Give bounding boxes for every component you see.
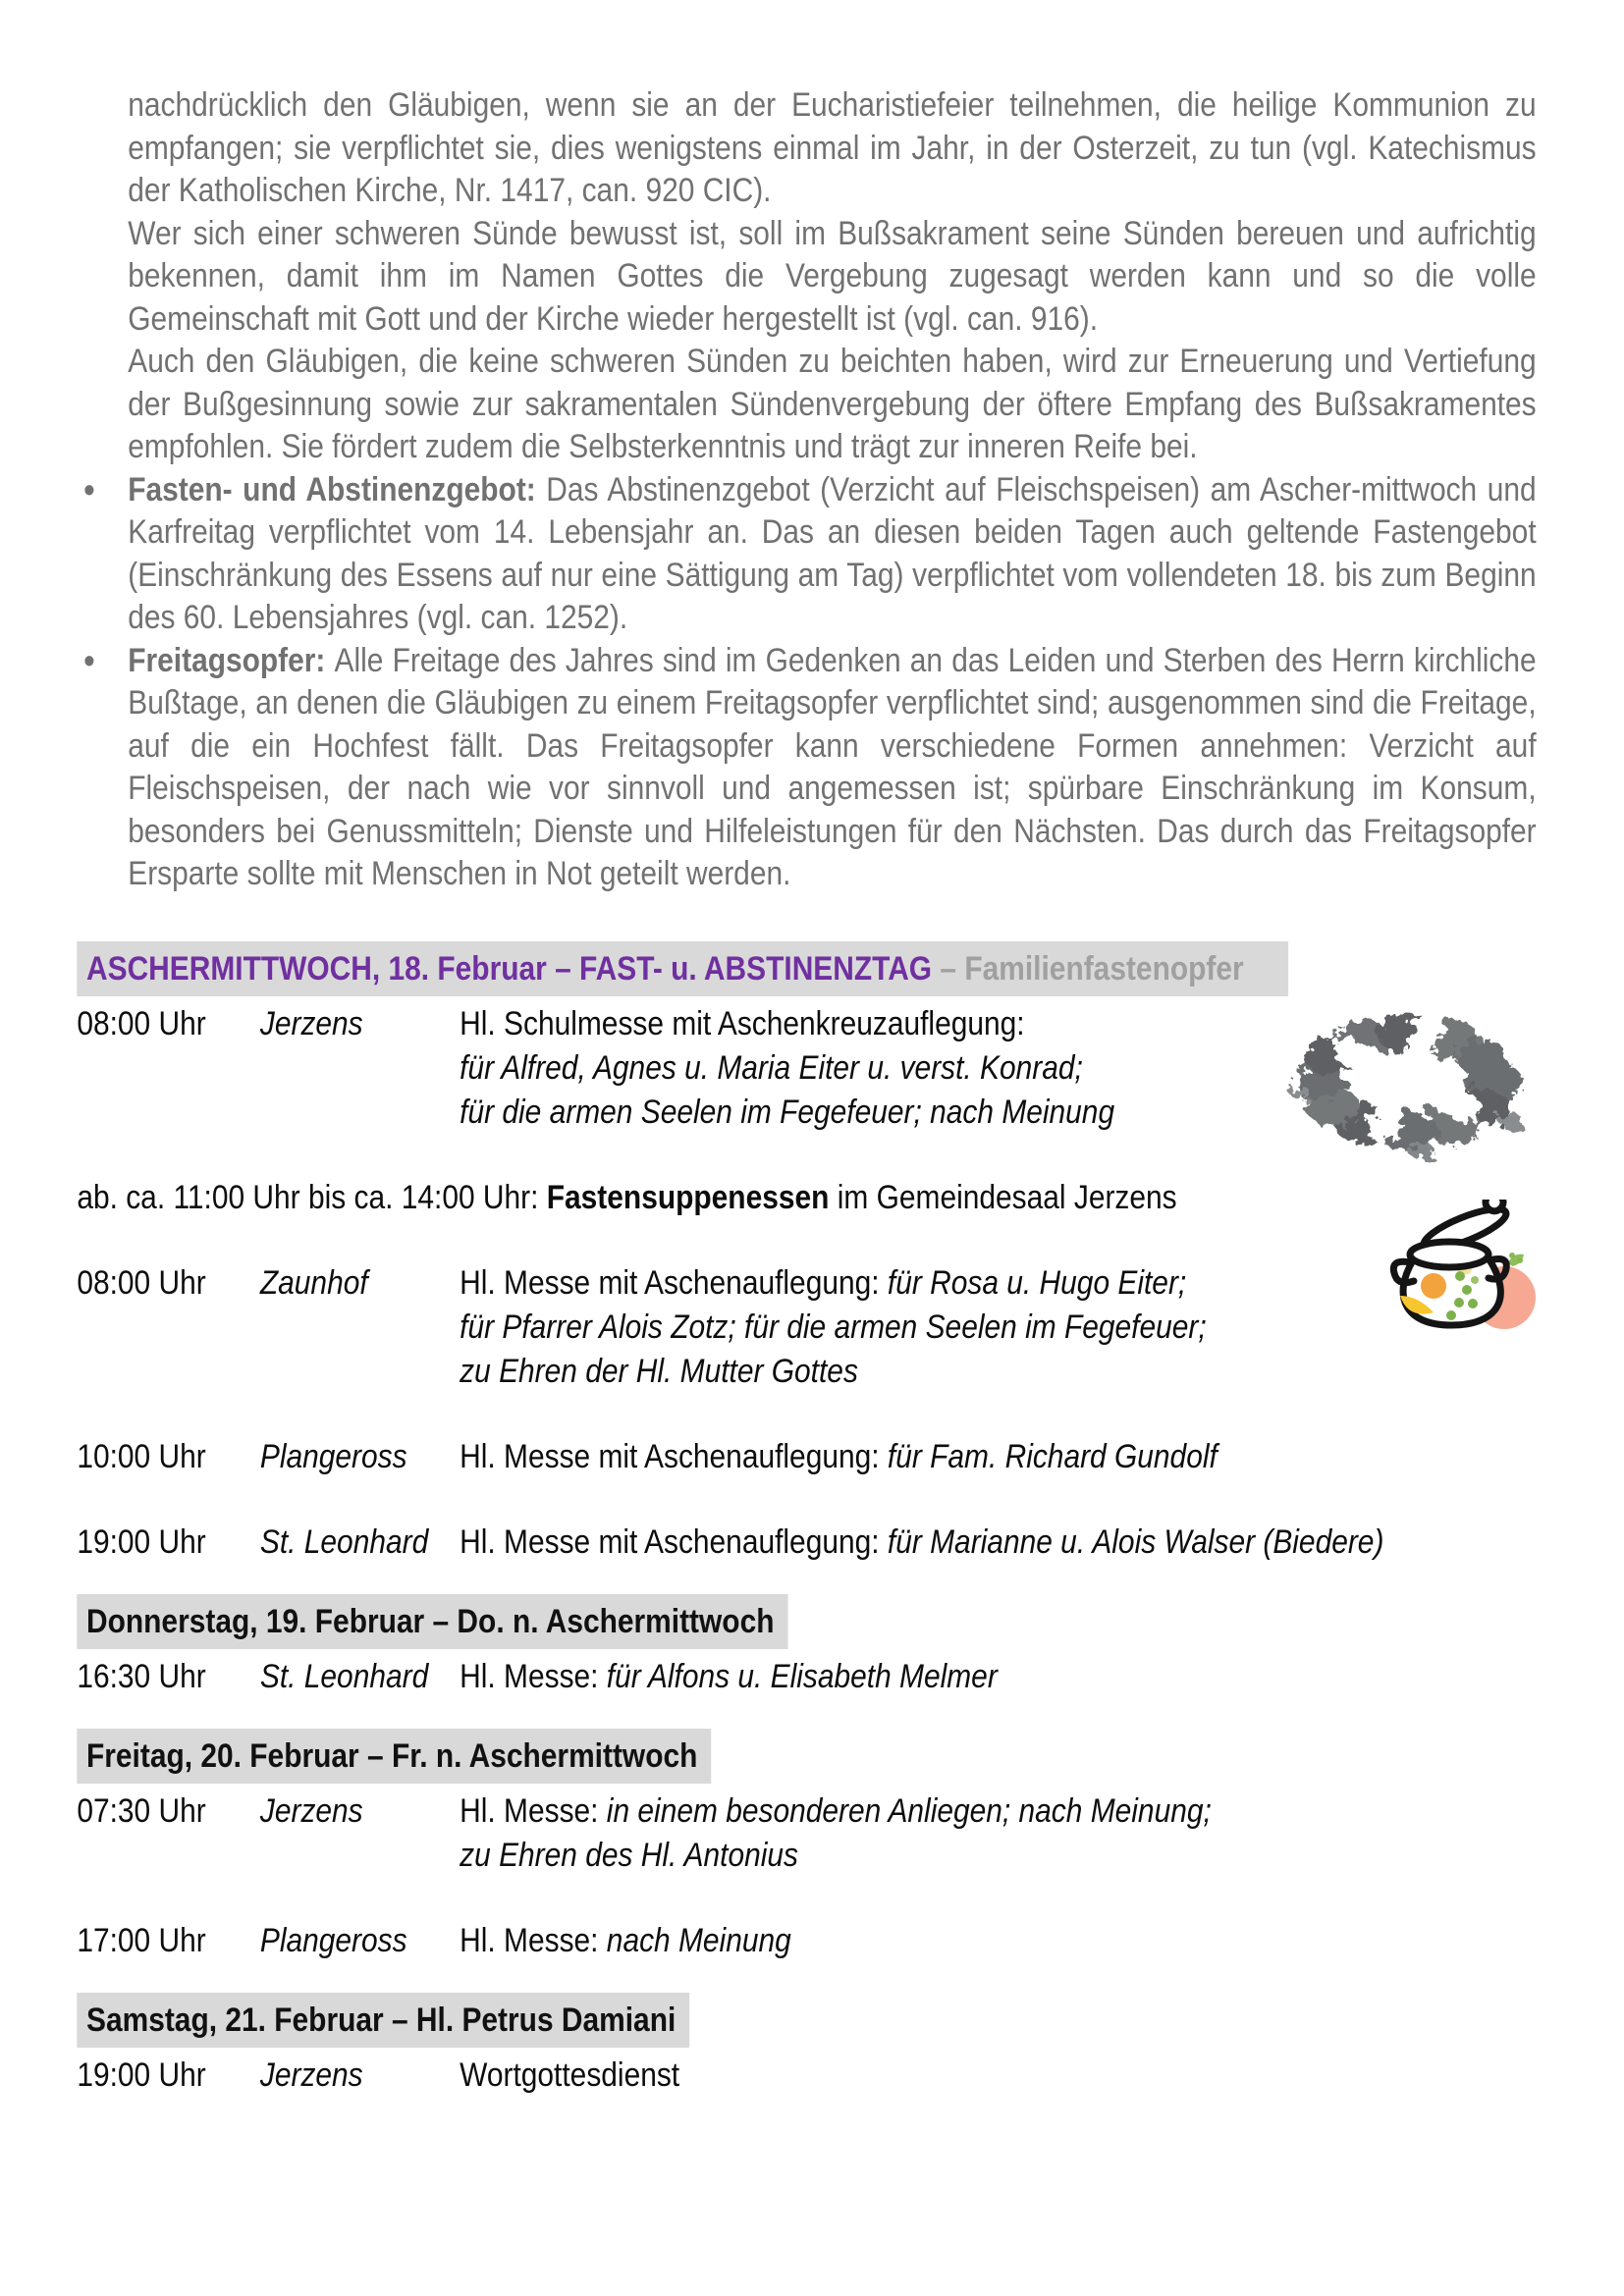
description-line [460, 1350, 1536, 1394]
text-segment: Hl. Schulmesse mit Aschenkreuzauflegung: [460, 1004, 1025, 1042]
description-line [460, 1655, 1536, 1699]
schedule-row [77, 1435, 1536, 1479]
time-cell: 08:00 Uhr [77, 1004, 206, 1042]
paragraph-lead: Fasten- und Abstinenzgebot: [128, 470, 547, 508]
text-segment: im Gemeindesaal Jerzens [829, 1178, 1177, 1216]
text-segment: für Alfred, Agnes u. Maria Eiter u. verst. Konrad; [460, 1048, 1083, 1087]
text-segment: für Fam. Richard Gundolf [887, 1437, 1218, 1475]
place-cell: Jerzens [259, 2056, 363, 2094]
description-cell [460, 1919, 1536, 1963]
place-cell: Plangeross [259, 1437, 407, 1475]
text-segment: nach Meinung [606, 1921, 791, 1959]
text-segment: Hl. Messe mit Aschenauflegung: [460, 1522, 888, 1561]
text-segment: Hl. Messe mit Aschenauflegung: [460, 1263, 888, 1302]
description-line [460, 1789, 1536, 1834]
text-segment: in einem besonderen Anliegen; nach Meinung; [606, 1791, 1212, 1830]
time-cell: 08:00 Uhr [77, 1263, 206, 1302]
section-header-title: Freitag, 20. Februar – Fr. n. Aschermittwoch [86, 1736, 698, 1775]
text-segment: Hl. Messe: [460, 1921, 607, 1959]
place-cell: St. Leonhard [259, 1657, 429, 1695]
description-line [460, 1521, 1536, 1565]
text-segment: für Rosa u. Hugo Eiter; [887, 1263, 1187, 1302]
text-segment: zu Ehren des Hl. Antonius [460, 1836, 798, 1874]
description-cell [460, 1521, 1536, 1565]
schedule-row [77, 1789, 1536, 1878]
section-header-highlight [77, 1993, 689, 2048]
time-cell: 10:00 Uhr [77, 1437, 206, 1475]
bullet-paragraph: • Fasten- und Abstinenzgebot: Das Abstinenzgebot (Verzicht auf Fleischspeisen) am Ascher-mittwoch und Karfreitag verpflichtet vom 14. Lebensjahr an. Das an diesen beiden Tagen auch geltende Fastengebot (Einschränkung des Essens auf nur eine Sättigung am Tag) verpflichtet vom vollendeten 18. bis zum Beginn des 60. Lebensjahres (vgl. can. 1252). [128, 469, 1536, 640]
description-line [460, 1435, 1536, 1479]
text-segment: für die armen Seelen im Fegefeuer; nach Meinung [460, 1093, 1115, 1131]
bullet-paragraph: • Freitagsopfer: Alle Freitage des Jahres sind im Gedenken an das Leiden und Sterben des Herrn kirchliche Bußtage, an denen die Gläubigen zu einem Freitagsopfer verpflichtet sind; ausgenommen sind die Freitage, auf die ein Hochfest fällt. Das Freitagsopfer kann verschiedene Formen annehmen: Verzicht auf Fleischspeisen, der nach wie vor sinnvoll und angemessen ist; spürbare Einschränkung im Konsum, besonders bei Genussmitteln; Dienste und Hilfeleistungen für den Nächsten. Das durch das Freitagsopfer Ersparte sollte mit Menschen in Not geteilt werden. [128, 640, 1536, 896]
text-segment: ab. ca. 11:00 Uhr bis ca. 14:00 Uhr: [77, 1178, 547, 1216]
place-cell: Plangeross [259, 1921, 407, 1959]
description-line [460, 1834, 1536, 1878]
intro-paragraphs [128, 84, 1536, 896]
section-header-title: ASCHERMITTWOCH, 18. Februar – FAST- u. ABSTINENZTAG [86, 949, 933, 988]
schedule-note [77, 1176, 1536, 1220]
section-header-title: Samstag, 21. Februar – Hl. Petrus Damiani [86, 2001, 677, 2039]
text-segment: Hl. Messe: [460, 1791, 607, 1830]
text-segment: Hl. Messe mit Aschenauflegung: [460, 1437, 888, 1475]
paragraph: nachdrücklich den Gläubigen, wenn sie an der Eucharistiefeier teilnehmen, die heilige Kommunion zu empfangen; sie verpflichtet sie, dies wenigstens einmal im Jahr, in der Osterzeit, zu tun (vgl. Katechismus der Katholischen Kirche, Nr. 1417, can. 920 CIC). [128, 86, 1537, 209]
place-cell: St. Leonhard [259, 1522, 429, 1561]
description-cell [460, 1435, 1536, 1479]
description-cell [460, 1789, 1536, 1878]
text-segment: zu Ehren der Hl. Mutter Gottes [460, 1352, 858, 1390]
schedule-row [77, 1521, 1536, 1565]
paragraph-lead: Freitagsopfer: [128, 641, 335, 679]
place-cell: Jerzens [259, 1791, 363, 1830]
description-cell [460, 1655, 1536, 1699]
schedule-section [77, 1594, 1536, 1699]
section-header-suffix: – Familienfastenopfer [932, 949, 1244, 988]
description-line [460, 2054, 1536, 2098]
time-cell: 07:30 Uhr [77, 1791, 206, 1830]
description-cell [460, 2054, 1536, 2098]
section-header-highlight [77, 1729, 711, 1784]
time-cell: 16:30 Uhr [77, 1657, 206, 1695]
section-header-highlight [77, 1594, 787, 1649]
place-cell: Jerzens [259, 1004, 363, 1042]
place-cell: Zaunhof [259, 1263, 368, 1302]
schedule-row [77, 1655, 1536, 1699]
schedule-row [77, 2054, 1536, 2098]
section-header-highlight [77, 941, 1288, 996]
time-cell: 19:00 Uhr [77, 1522, 206, 1561]
text-segment: Wortgottesdienst [460, 2056, 680, 2094]
section-header-title: Donnerstag, 19. Februar – Do. n. Aschermittwoch [86, 1602, 775, 1640]
schedule-row [77, 1919, 1536, 1963]
text-segment: Hl. Messe: [460, 1657, 607, 1695]
time-cell: 17:00 Uhr [77, 1921, 206, 1959]
schedule-section [77, 1729, 1536, 1963]
ash-cross-illustration [1272, 993, 1542, 1165]
text-segment: für Marianne u. Alois Walser (Biedere) [887, 1522, 1384, 1561]
paragraph: Wer sich einer schweren Sünde bewusst ist, soll im Bußsakrament seine Sünden bereuen und aufrichtig bekennen, damit ihm im Namen Gottes die Vergebung zugesagt werden kann und so die volle Gemeinschaft mit Gott und der Kirche wieder hergestellt ist (vgl. can. 916). [128, 214, 1537, 338]
pot-rim [1410, 1242, 1489, 1267]
schedule-row [77, 1261, 1536, 1394]
text-segment: für Alfons u. Elisabeth Melmer [606, 1657, 998, 1695]
fasting-soup-pot-illustration [1365, 1200, 1542, 1342]
paragraph: Auch den Gläubigen, die keine schweren Sünden zu beichten haben, wird zur Erneuerung und Vertiefung der Bußgesinnung sowie zur sakramentalen Sündenvergebung der öftere Empfang des Bußsakramentes empfohlen. Sie fördert zudem die Selbsterkenntnis und trägt zur inneren Reife bei. [128, 343, 1537, 465]
schedule-section [77, 1993, 1536, 2098]
text-segment: Fastensuppenessen [546, 1178, 830, 1216]
description-line [460, 1919, 1536, 1963]
text-segment: für Pfarrer Alois Zotz; für die armen Seelen im Fegefeuer; [460, 1308, 1207, 1346]
time-cell: 19:00 Uhr [77, 2056, 206, 2094]
